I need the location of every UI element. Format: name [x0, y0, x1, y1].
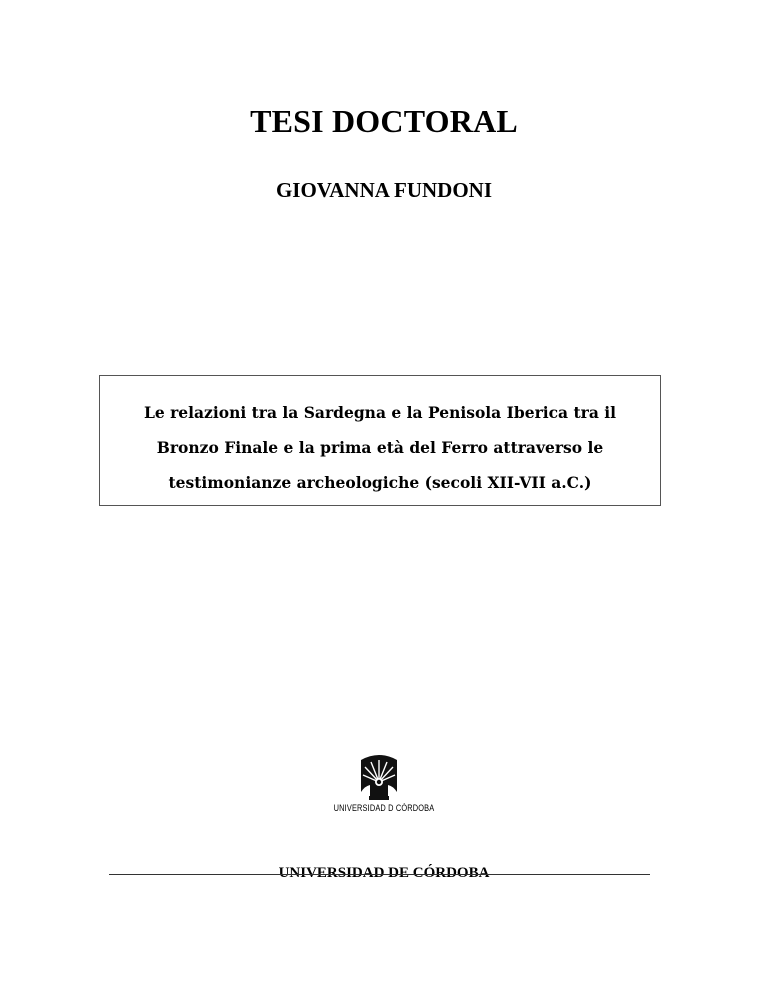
logo-caption: UNIVERSIDAD D CÓRDOBA: [333, 803, 435, 813]
page-title: TESI DOCTORAL: [250, 103, 518, 139]
author-name: GIOVANNA FUNDONI: [275, 178, 493, 202]
bottom-divider: [109, 874, 650, 875]
institution-name: UNIVERSIDAD DE CÓRDOBA: [278, 865, 490, 881]
thesis-title-box: [99, 375, 661, 506]
thesis-title-line-2: Bronzo Finale e la prima età del Ferro attraverso le: [156, 438, 604, 457]
thesis-title-line-3: testimonianze archeologiche (secoli XII-VII a.C.): [168, 473, 592, 492]
university-logo-icon: [357, 752, 401, 802]
thesis-title-line-1: Le relazioni tra la Sardegna e la Penisola Iberica tra il: [143, 403, 617, 422]
